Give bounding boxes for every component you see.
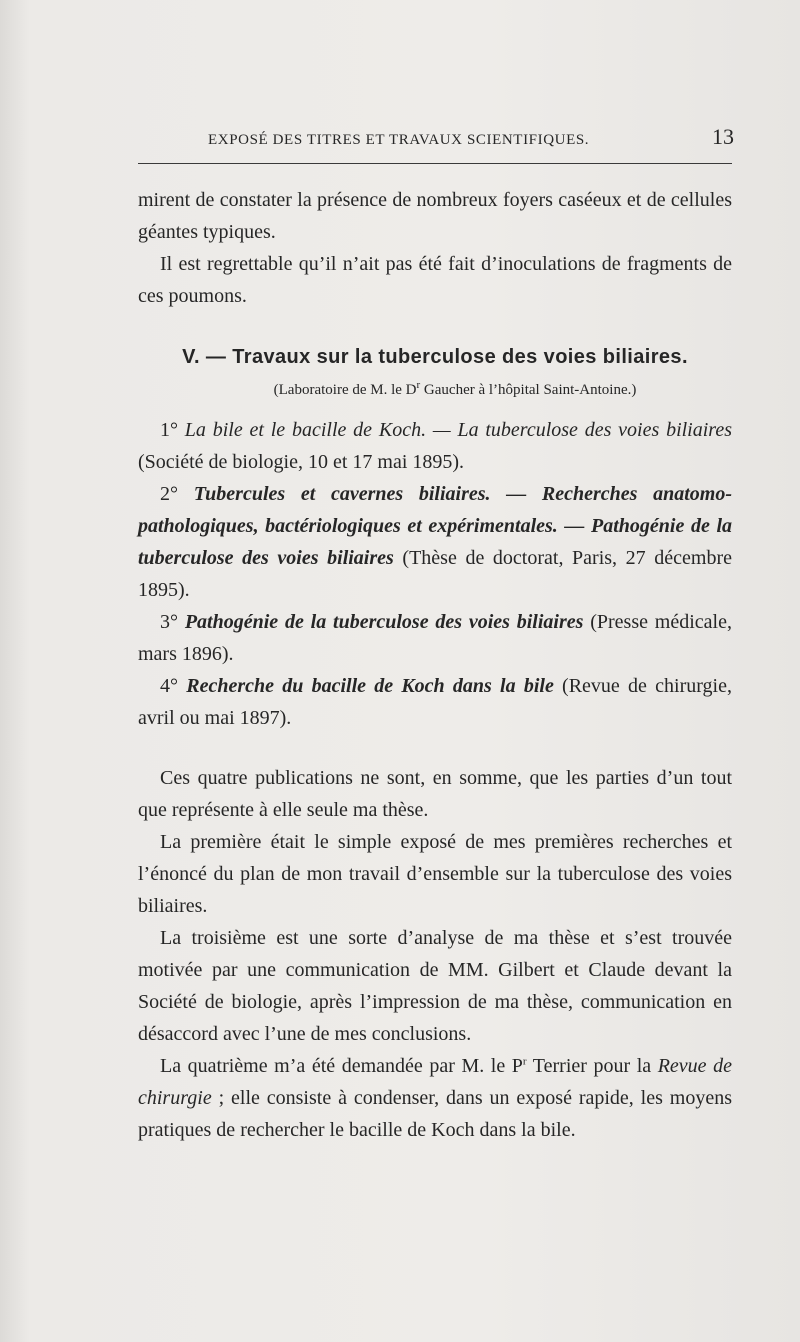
publication-title: Tubercules et cavernes biliaires. — Recherches anatomo-pathologiques, bactériologiques et expérimentales. — Pathogénie de la tuberculose des voies biliaires	[138, 483, 732, 569]
publication-title: Recherche du bacille de Koch dans la bile	[186, 675, 554, 697]
publication-number: 3°	[160, 611, 178, 633]
publication-item	[138, 414, 732, 478]
running-title: EXPOSÉ DES TITRES ET TRAVAUX SCIENTIFIQUES.	[208, 132, 590, 148]
subtitle-text: (Laboratoire de M. le D	[273, 382, 417, 398]
subtitle-text: Gaucher à l’hôpital Saint-Antoine.)	[420, 382, 637, 398]
paragraph: Ces quatre publications ne sont, en somme, que les parties d’un tout que représente à elle seule ma thèse.	[138, 767, 732, 821]
publication-details: (Thèse de doctorat, Paris, 27 décembre 1895).	[138, 547, 733, 601]
page-number: 13	[712, 124, 734, 149]
paragraph-text: La quatrième m’a été demandée par M. le P	[160, 1055, 523, 1077]
header-rule	[138, 163, 732, 164]
paragraph: La première était le simple exposé de mes premières recherches et l’énoncé du plan de mon travail d’ensemble sur la tuberculose des voies biliaires.	[138, 831, 732, 917]
publication-number: 1°	[160, 419, 178, 441]
paragraph-continued: mirent de constater la présence de nombreux foyers caséeux et de cellules géantes typiques.	[138, 189, 732, 243]
publication-details: (Presse médicale, mars 1896).	[138, 611, 732, 665]
section-subtitle	[138, 378, 732, 402]
spacer	[138, 734, 732, 762]
publication-number: 4°	[160, 675, 178, 697]
publication-item	[138, 478, 732, 606]
paragraph: La troisième est une sorte d’analyse de ma thèse et s’est trouvée motivée par une communication de MM. Gilbert et Claude devant la Société de biologie, après l’impression de ma thèse, communication en désaccord avec l’une de mes conclusions.	[138, 927, 732, 1045]
page-body	[138, 184, 732, 1146]
superscript: r	[522, 1055, 527, 1068]
publication-item	[138, 670, 732, 734]
publication-title: La bile et le bacille de Koch. — La tuberculose des voies biliaires	[184, 419, 732, 441]
paragraph: Il est regrettable qu’il n’ait pas été fait d’inoculations de fragments de ces poumons.	[138, 253, 732, 307]
paragraph-text: ; elle consiste à condenser, dans un exposé rapide, les moyens pratiques de rechercher le bacille de Koch dans la bile.	[138, 1087, 732, 1141]
publication-details: (Revue de chirurgie, avril ou mai 1897).	[138, 675, 732, 729]
paragraph-text: Terrier pour la	[526, 1055, 658, 1077]
publication-title: Pathogénie de la tuberculose des voies biliaires	[184, 611, 584, 633]
superscript: r	[416, 379, 421, 391]
publication-number: 2°	[160, 483, 178, 505]
page-header	[138, 124, 732, 150]
paragraph	[138, 1050, 732, 1146]
journal-title: Revue de chirurgie	[138, 1055, 732, 1109]
publication-details: (Société de biologie, 10 et 17 mai 1895).	[138, 451, 465, 473]
publication-item	[138, 606, 732, 670]
section-title: V. — Travaux sur la tuberculose des voies biliaires.	[182, 346, 688, 368]
